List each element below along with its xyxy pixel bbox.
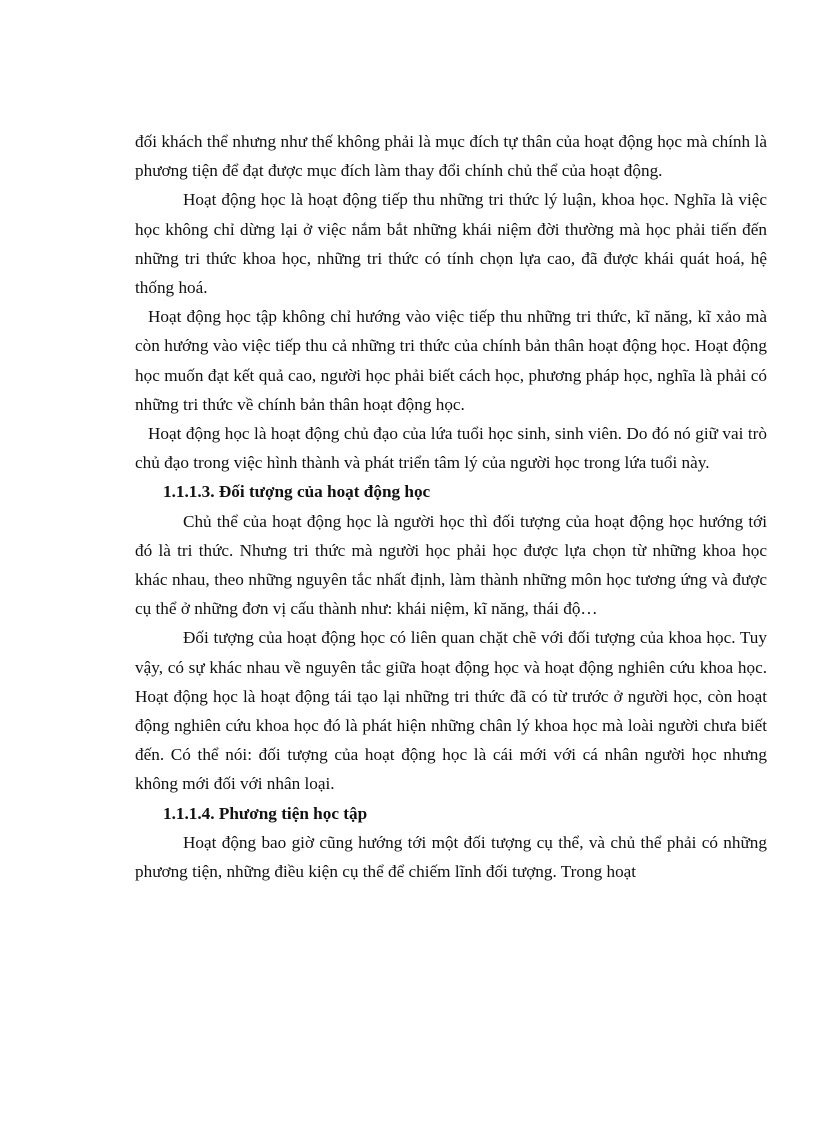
paragraph-learning-activity: Hoạt động học tập không chỉ hướng vào việc tiếp thu những tri thức, kĩ năng, kĩ xảo mà còn hướng vào việc tiếp thu cả những tri thức của chính bản thân hoạt động học. Hoạt động học muốn đạt kết quả cao, người học phải biết cách học, phương pháp học, nghĩa là phải có những tri thức về chính bản thân hoạt động học.	[135, 307, 767, 414]
paragraph-theoretical-knowledge: Hoạt động học là hoạt động tiếp thu những tri thức lý luận, khoa học. Nghĩa là việc học không chỉ dừng lại ở việc nắm bắt những khái niệm đời thường mà học phải tiến đến những tri thức khoa học, những tri thức có tính chọn lựa cao, đã được khái quát hoá, hệ thống hoá.	[135, 190, 767, 298]
paragraph-means: Hoạt động bao giờ cũng hướng tới một đối tượng cụ thể, và chủ thể phải có những phương tiện, những điều kiện cụ thể để chiếm lĩnh đối tượng. Trong hoạt	[135, 832, 767, 882]
section-heading-object: 1.1.1.3. Đối tượng của hoạt động học	[163, 482, 431, 502]
paragraph-leading-activity: Hoạt động học là hoạt động chủ đạo của lứa tuổi học sinh, sinh viên. Do đó nó giữ vai trò chủ đạo trong việc hình thành và phát triển tâm lý của người học trong lứa tuổi này.	[135, 424, 767, 473]
paragraph-continuation: đối khách thể nhưng như thế không phải là mục đích tự thân của hoạt động học mà chính là phương tiện để đạt được mục đích làm thay đổi chính chủ thể của hoạt động.	[135, 132, 767, 181]
section-heading-means: 1.1.1.4. Phương tiện học tập	[163, 803, 368, 823]
paragraph-subject-object: Chủ thể của hoạt động học là người học thì đối tượng của hoạt động học hướng tới đó là tri thức. Nhưng tri thức mà người học phải học được lựa chọn từ những khoa học khác nhau, theo những nguyên tắc nhất định, làm thành những môn học tương ứng và được cụ thể ở những đơn vị cấu thành như: khái niệm, kĩ năng, thái độ…	[135, 511, 767, 619]
document-page	[135, 127, 767, 886]
paragraph-object-relation: Đối tượng của hoạt động học có liên quan chặt chẽ với đối tượng của khoa học. Tuy vậy, có sự khác nhau về nguyên tắc giữa hoạt động học và hoạt động nghiên cứu khoa học. Hoạt động học là hoạt động tái tạo lại những tri thức đã có từ trước ở người học, còn hoạt động nghiên cứu khoa học đó là phát hiện những chân lý khoa học mà loài người chưa biết đến. Có thể nói: đối tượng của hoạt động học là cái mới với cá nhân người học nhưng không mới đối với nhân loại.	[135, 628, 767, 794]
